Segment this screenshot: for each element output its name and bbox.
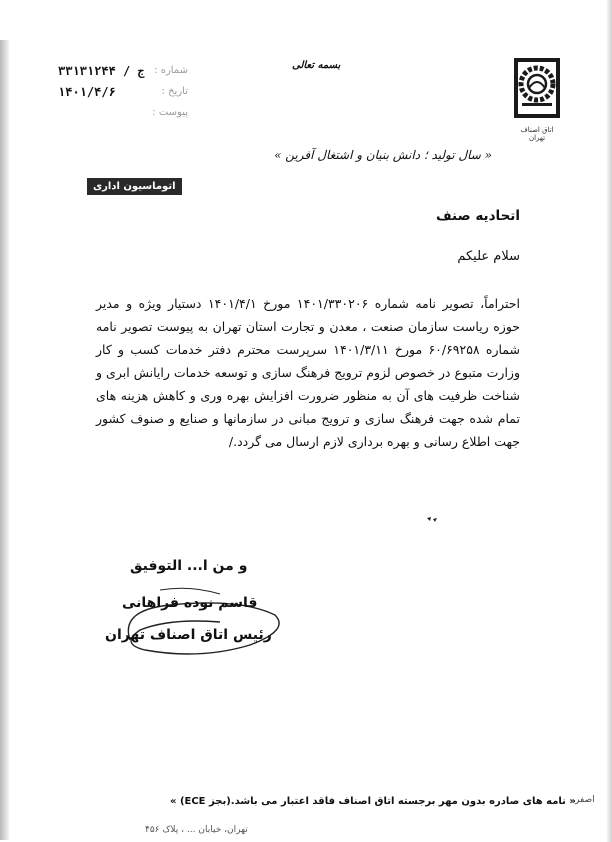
footer-validity-note: « نامه های صادره بدون مهر برجسته اتاق اصناف فاقد اعتبار می باشد.(بجز ECE) » xyxy=(170,796,576,807)
signature-closing: و من ا... التوفیق xyxy=(130,558,248,574)
ink-speck-icon xyxy=(426,515,438,523)
basmala-heading: بسمه تعالی xyxy=(292,60,341,71)
guild-chamber-logo xyxy=(512,58,562,142)
office-automation-stamp: اتوماسیون اداری xyxy=(87,178,182,195)
gear-emblem-icon xyxy=(512,58,562,120)
signatory-title: رئیس اتاق اصناف تهران xyxy=(105,627,272,643)
footer-address: تهران، خیابان ... ، پلاک ۴۵۶ xyxy=(145,825,248,835)
letter-body: احتراماً، تصویر نامه شماره ۱۴۰۱/۳۳۰۲۰۶ مورخ ۱۴۰۱/۴/۱ دستیار ویژه و مدیر حوزه ریاست سازمان صنعت ، معدن و تجارت استان تهران به پیوست تصویر نامه شماره ۶۰/۶۹۲۵۸ مورخ ۱۴۰۱/۳/۱۱ سرپرست محترم دفتر خدمات کسب و کار وزارت متبوع در خصوص لزوم ترویج فرهنگ سازی و توسعه خدمات رایانش ابری و شناخت ظرفیت های آن به منظور ضرورت افزایش بهره وری و کاهش هزینه های تمام شده جهت فرهنگ سازی و ترویج مبانی در سازمانها و صنایع و صنوف کشور جهت اطلاع رسانی و بهره برداری لازم ارسال می گردد./ xyxy=(96,296,520,449)
number-label: شماره : xyxy=(154,65,188,76)
recipient-line: اتحادیه صنف xyxy=(435,208,520,224)
date-row xyxy=(58,81,188,102)
letter-number: ۳۳ج / ۱۳۱۲۴۴ xyxy=(58,63,145,78)
greeting-line: سلام علیکم xyxy=(457,249,520,264)
date-label: تاریخ : xyxy=(161,86,188,97)
logo-caption: اتاق اصناف تهران xyxy=(520,126,554,142)
number-row xyxy=(58,60,188,81)
letter-metadata xyxy=(58,60,188,123)
footer-mark: اصفر xyxy=(575,795,595,805)
handwritten-signature-icon xyxy=(100,570,300,670)
letter-date: ۱۴۰۱/۴/۶ xyxy=(58,84,116,99)
attachment-row xyxy=(58,102,188,123)
signatory-name: قاسم نوده فراهانی xyxy=(122,595,258,611)
attachment-label: پیوست : xyxy=(152,107,188,118)
year-motto: « سال تولید ؛ دانش بنیان و اشتغال آفرین » xyxy=(274,148,492,162)
scan-edge-shadow-left xyxy=(0,40,10,840)
scan-edge-shadow-right xyxy=(606,0,612,842)
